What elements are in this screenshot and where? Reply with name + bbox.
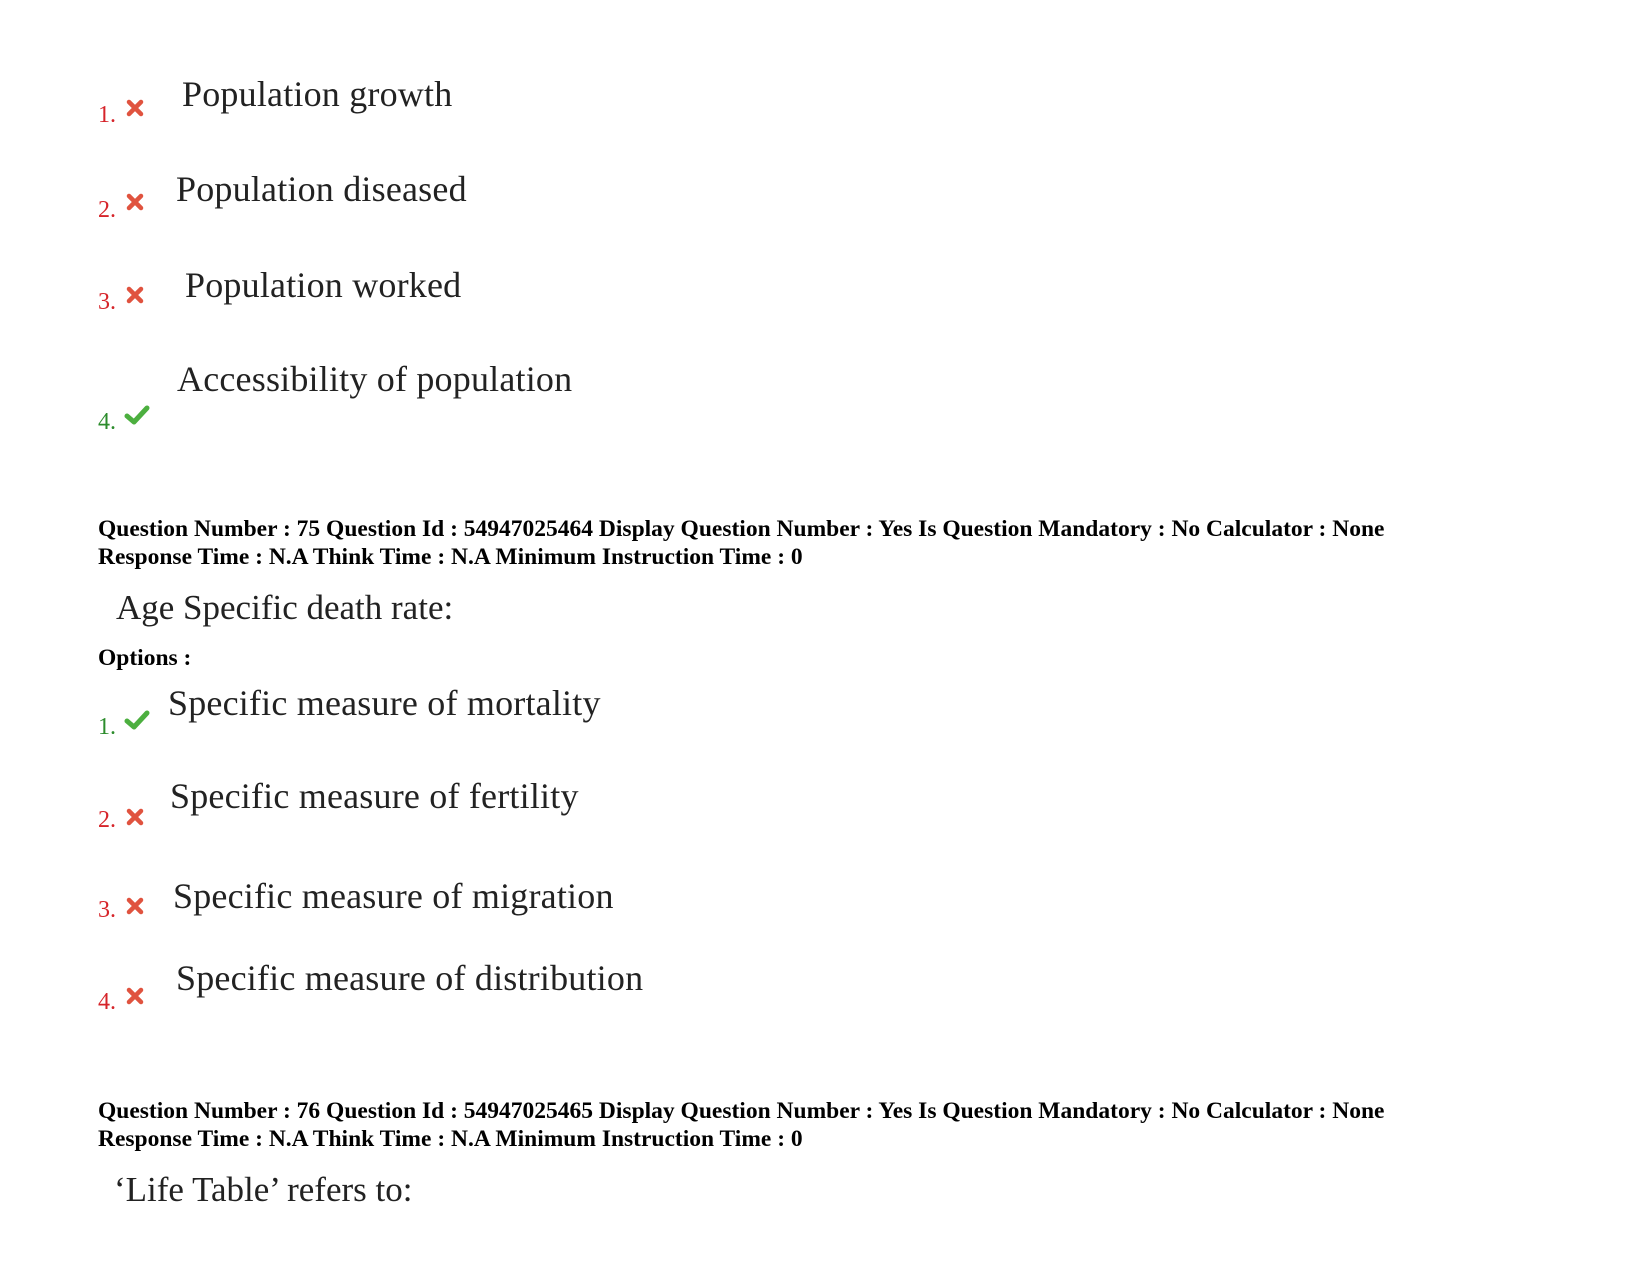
option-text: Specific measure of fertility: [170, 776, 579, 816]
check-icon: [124, 404, 150, 426]
option-number: 3.: [98, 289, 116, 315]
question-text: ‘Life Table’ refers to:: [114, 1170, 413, 1209]
option-number: 1.: [98, 102, 116, 128]
option-text: Accessibility of population: [177, 359, 573, 399]
option-number: 3.: [98, 897, 116, 923]
cross-icon: [124, 97, 146, 119]
options-label: Options :: [98, 645, 192, 671]
option-text: Population worked: [185, 265, 462, 305]
cross-icon: [124, 284, 146, 306]
option-text: Population growth: [182, 74, 453, 114]
option-number: 4.: [98, 989, 116, 1015]
option-number: 4.: [98, 409, 116, 435]
question-text: Age Specific death rate:: [116, 588, 454, 627]
cross-icon: [124, 806, 146, 828]
question-meta-line2: Response Time : N.A Think Time : N.A Minimum Instruction Time : 0: [98, 1126, 803, 1152]
option-number: 2.: [98, 807, 116, 833]
cross-icon: [124, 191, 146, 213]
question-meta-line2: Response Time : N.A Think Time : N.A Minimum Instruction Time : 0: [98, 544, 803, 570]
question-meta-line1: Question Number : 76 Question Id : 54947025465 Display Question Number : Yes Is Question Mandatory : No Calculator : None: [98, 1098, 1385, 1124]
cross-icon: [124, 985, 146, 1007]
check-icon: [124, 709, 150, 731]
option-number: 2.: [98, 197, 116, 223]
option-text: Population diseased: [176, 169, 467, 209]
option-text: Specific measure of migration: [173, 876, 614, 916]
cross-icon: [124, 895, 146, 917]
option-text: Specific measure of distribution: [176, 958, 644, 998]
option-number: 1.: [98, 714, 116, 740]
option-text: Specific measure of mortality: [168, 683, 601, 723]
question-meta-line1: Question Number : 75 Question Id : 54947025464 Display Question Number : Yes Is Question Mandatory : No Calculator : None: [98, 516, 1385, 542]
